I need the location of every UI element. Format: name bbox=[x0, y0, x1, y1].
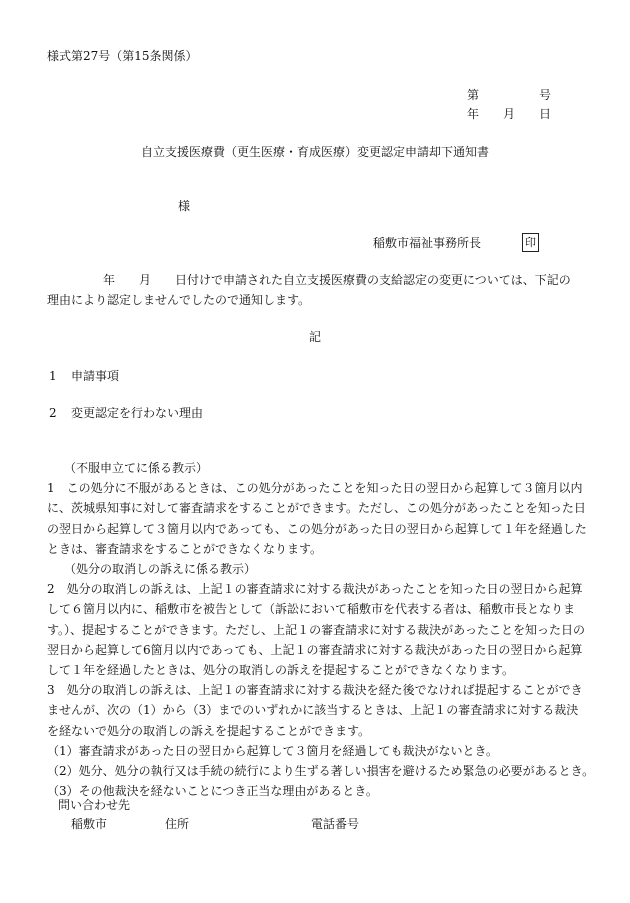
seal-mark: 印 bbox=[522, 233, 539, 252]
notice-line: 2 処分の取消しの訴えは、上記１の審査請求に対する裁決があったことを知った日の翌日から起算 bbox=[47, 582, 583, 597]
notice-line: す。）、提起することができます。ただし、上記１の審査請求に対する裁決があったことを知った日の bbox=[47, 622, 585, 637]
document-number-prefix: 第 bbox=[467, 88, 480, 102]
item-application bbox=[49, 366, 119, 386]
contact-info bbox=[71, 814, 359, 834]
notice-line: を経ないで処分の取消しの訴えを提起することができます。 bbox=[47, 723, 371, 738]
item-reason bbox=[49, 403, 203, 423]
body-month: 月 bbox=[139, 273, 152, 287]
date-day: 日 bbox=[539, 107, 552, 121]
notice-line: 1 この処分に不服があるときは、この処分があったことを知った日の翌日から起算して３箇月以内 bbox=[47, 481, 583, 496]
document-number-suffix: 号 bbox=[539, 88, 552, 102]
contact-heading: 問い合わせ先 bbox=[58, 798, 131, 812]
form-number: 様式第27号（第15条関係） bbox=[47, 49, 198, 63]
contact-address-label: 住所 bbox=[165, 817, 190, 831]
ki-heading: 記 bbox=[308, 330, 321, 344]
date-month: 月 bbox=[503, 107, 516, 121]
notice-line: ませんが、次の（1）から（3）までのいずれかに該当するときは、上記１の審査請求に対する裁決 bbox=[47, 703, 579, 718]
notice-line: の翌日から起算して３箇月以内であっても、この処分があった日の翌日から起算して１年を経過した bbox=[47, 521, 587, 536]
notice-line: （2）処分、処分の執行又は手続の続行により生ずる著しい損害を避けるため緊急の必要があるとき。 bbox=[47, 764, 595, 779]
body-year: 年 bbox=[103, 273, 116, 287]
contact-city: 稲敷市 bbox=[71, 817, 108, 831]
issuer-name: 稲敷市福祉事務所長 bbox=[373, 236, 482, 250]
notice-heading: （不服申立てに係る教示） bbox=[64, 461, 209, 475]
notice-line: して１年を経過したときは、処分の取消しの訴えを提起することができなくなります。 bbox=[47, 663, 515, 678]
addressee-suffix: 様 bbox=[178, 199, 191, 213]
notice-line: して６箇月以内に、稲敷市を被告として（訴訟において稲敷市を代表する者は、稲敷市長となりま bbox=[47, 602, 576, 617]
notice-line: 翌日から起算して6箇月以内であっても、上記１の審査請求に対する裁決があった日の翌日から起算 bbox=[47, 642, 583, 657]
document-number bbox=[467, 85, 551, 105]
date-year: 年 bbox=[467, 107, 480, 121]
document-title: 自立支援医療費（更生医療・育成医療）変更認定申請却下通知書 bbox=[140, 145, 489, 159]
appeal-notice bbox=[47, 458, 595, 801]
notice-line: 3 処分の取消しの訴えは、上記１の審査請求に対する裁決を経た後でなければ提起することができ bbox=[47, 683, 583, 698]
item-label: 申請事項 bbox=[71, 369, 120, 383]
notice-line: に、茨城県知事に対して審査請求をすることができます。ただし、この処分があったことを知った日 bbox=[47, 501, 586, 516]
contact-phone-label: 電話番号 bbox=[311, 817, 360, 831]
notice-line: （1）審査請求があった日の翌日から起算して３箇月を経過しても裁決がないとき。 bbox=[47, 743, 499, 758]
issue-date bbox=[467, 104, 551, 124]
notice-heading: （処分の取消しの訴えに係る教示） bbox=[64, 562, 257, 577]
item-number: 2 bbox=[49, 406, 57, 420]
notice-line: ときは、審査請求をすることができなくなります。 bbox=[47, 541, 323, 556]
notice-line: （3）その他裁決を経ないことにつき正当な理由があるとき。 bbox=[47, 784, 378, 799]
item-label: 変更認定を行わない理由 bbox=[71, 406, 204, 420]
body-paragraph bbox=[47, 270, 580, 310]
body-text: 日付けで申請された自立支援医療費の支給認定の変更については、下記の理由により認定しませんでしたので通知します。 bbox=[47, 273, 571, 307]
item-number: 1 bbox=[49, 369, 57, 383]
